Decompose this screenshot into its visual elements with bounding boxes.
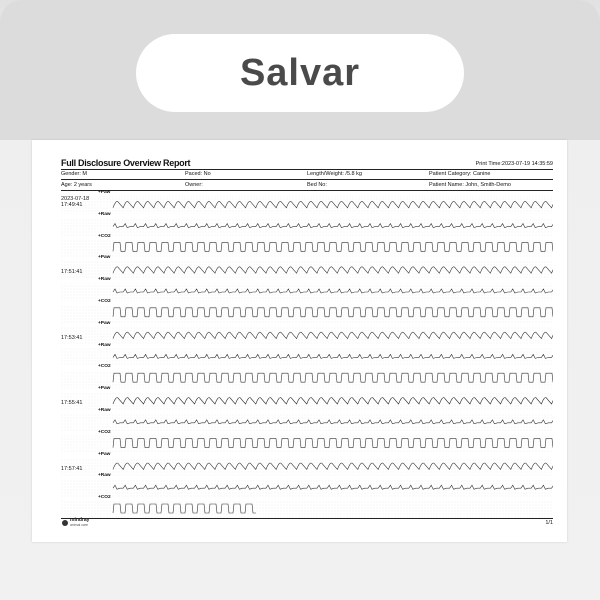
report-preview xyxy=(32,140,567,542)
strip-grid xyxy=(61,501,553,518)
page-number: 1/1 xyxy=(545,520,553,526)
lead-label: +CO2 xyxy=(98,429,111,435)
record-time: 17:49:41 xyxy=(61,202,83,208)
footer-divider xyxy=(61,518,553,519)
waveform-strips xyxy=(61,192,553,518)
lead-label: +CO2 xyxy=(98,364,111,370)
save-button[interactable]: Salvar xyxy=(136,34,464,112)
owner-info: Owner: xyxy=(185,182,203,188)
bed-no-info: Bed No: xyxy=(307,182,327,188)
patient-name-info: Patient Name: John, Smith-Demo xyxy=(429,182,511,188)
brand-subtitle: animal care xyxy=(70,523,89,527)
gender-info: Gender: M xyxy=(61,171,87,177)
lead-label: +Raw xyxy=(98,473,111,479)
report-title: Full Disclosure Overview Report xyxy=(61,158,191,168)
age-info: Age: 2 years xyxy=(61,182,92,188)
lead-label: +CO2 xyxy=(98,299,111,304)
mindray-logo-icon xyxy=(62,520,68,526)
paced-info: Paced: No xyxy=(185,171,211,177)
title-divider xyxy=(61,169,553,170)
record-time: 17:53:41 xyxy=(61,334,83,341)
lead-label: +Paw xyxy=(98,451,111,457)
record-time: 17:55:41 xyxy=(61,400,83,407)
lead-label: +Paw xyxy=(98,386,111,392)
lead-label: +Raw xyxy=(98,211,111,217)
record-time: 17:51:41 xyxy=(61,269,83,276)
lead-label: +CO2 xyxy=(98,495,111,501)
lead-label: +Paw xyxy=(98,190,111,195)
patient-category-info: Patient Category: Canine xyxy=(429,171,491,177)
lead-label: +CO2 xyxy=(98,233,111,239)
info-divider-2 xyxy=(61,190,553,191)
lead-label: +Raw xyxy=(98,408,111,413)
brand-name: mindray xyxy=(70,517,90,523)
brand-logo xyxy=(62,518,89,527)
lead-label: +Raw xyxy=(98,277,111,283)
print-time: Print Time:2023-07-19 14:35:59 xyxy=(475,161,553,167)
lead-label: +Raw xyxy=(98,342,111,348)
length-weight-info: Length/Weight: /5.8 kg xyxy=(307,171,362,177)
info-divider xyxy=(61,179,553,180)
record-time: 17:57:41 xyxy=(61,465,83,472)
lead-label: +Paw xyxy=(98,320,111,326)
lead-label: +Paw xyxy=(98,255,111,261)
